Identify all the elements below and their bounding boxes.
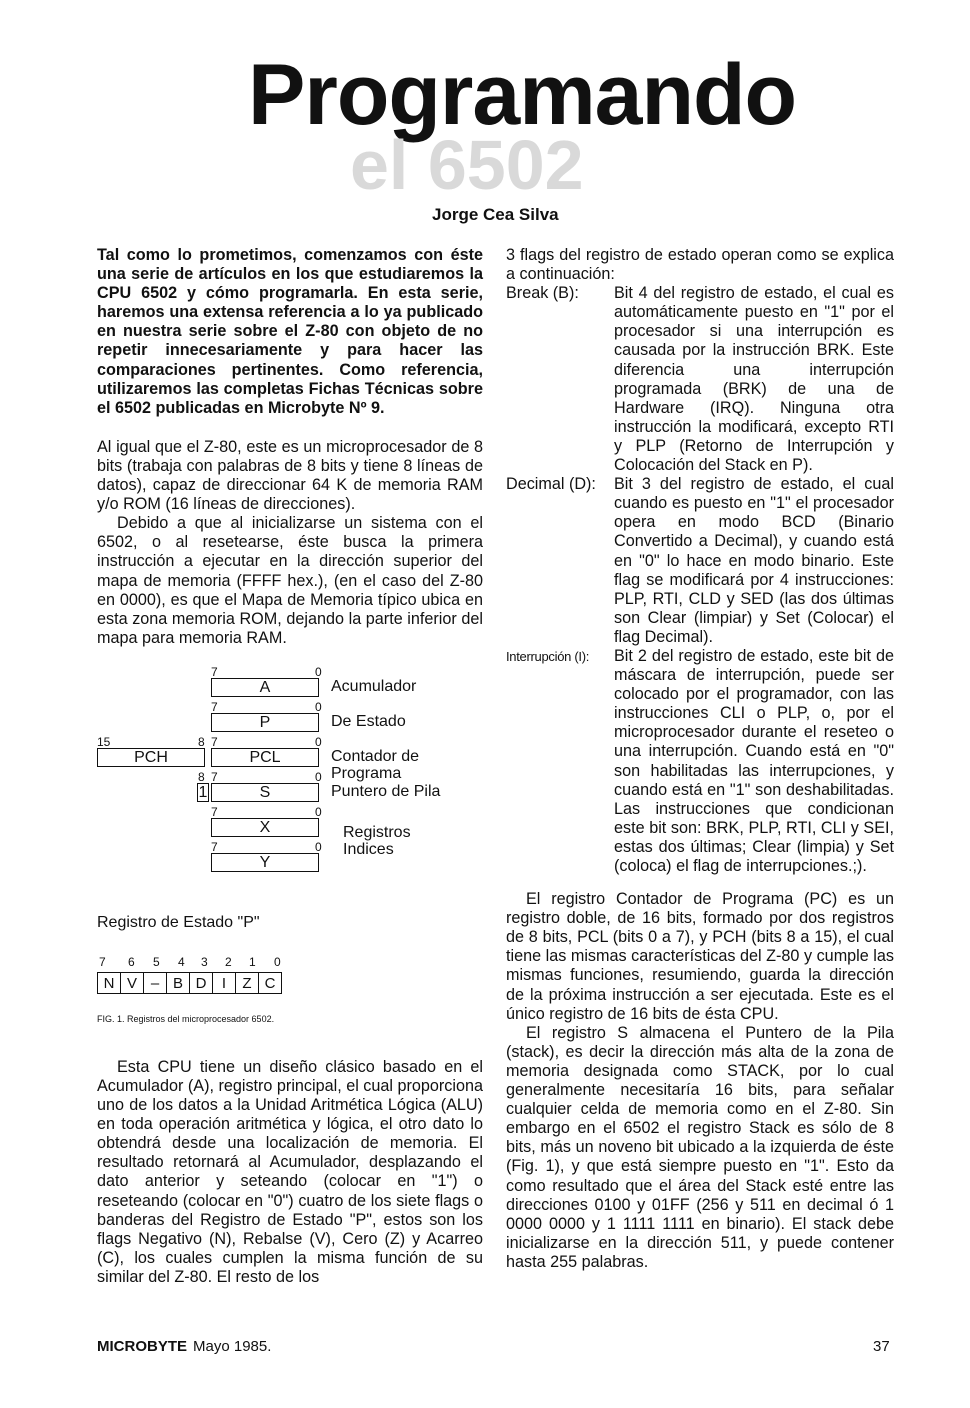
status-bit-number: 5: [153, 954, 160, 969]
article-subtitle: el 6502: [350, 126, 584, 204]
bit-label: 15: [97, 734, 111, 749]
bit-label: 7: [211, 734, 218, 749]
bit-label: 7: [211, 664, 218, 679]
register-p: P: [211, 713, 319, 732]
article-title: Programando: [248, 47, 797, 143]
register-x: X: [211, 818, 319, 837]
definition-body: Bit 3 del registro de estado, el cual cuando es puesto en "1" el procesador opera en modo BCD (Binario Convertido a Decimal), y cuando está en "0" lo hace en modo binario. Este flag se modificará por 4 instrucciones: PLP, RTI, CLD y SED (las dos últimas son Clear (limpiar) y Set (Colocar) el flag Decimal).: [614, 475, 894, 646]
figure-caption: FIG. 1. Registros del microprocesador 6502.: [97, 1013, 275, 1024]
status-bit-number: 0: [274, 954, 281, 969]
definition-body: Bit 2 del registro de estado, este bit de máscara de interrupción, puede ser colocado por el programador, con las instrucciones CLI o PLP, o, por el microprocesador durante el reseteo o una interrupción. Cuando está en "0" son habilitadas las interrupciones, y cuando está en "1" son deshabilitadas. Las instrucciones que condicionan este bit son: BRK, PLP, RTI, CLI y SEI, estas dos últimas; Clear (limpia) y Set (coloca) el flag de interrupciones.;).: [614, 646, 894, 875]
definition-term: Break (B):: [506, 284, 579, 303]
register-label: Contador de: [331, 747, 420, 765]
bit-label: 8: [198, 734, 205, 749]
author-name: Jorge Cea Silva: [432, 205, 559, 224]
body-paragraph: 3 flags del registro de estado operan como se explica a continuación:: [506, 246, 894, 284]
body-paragraph: Debido a que al inicializarse un sistema con el 6502, o al resetearse, éste busca la primera instrucción a ejecutar en la dirección superior del mapa de memoria (FFFF hex.), (en el caso del Z-80 en 0000), es que el Mapa de Memoria típico ubica en esta zona memoria ROM, dejando la parte inferior del mapa para memoria RAM.: [97, 514, 483, 647]
bit-label: 0: [315, 664, 322, 679]
register-label: Acumulador: [331, 677, 417, 695]
flag-definition: [506, 284, 894, 475]
bit-label: 7: [211, 699, 218, 714]
body-paragraph: Al igual que el Z-80, este es un microprocesador de 8 bits (trabaja con palabras de 8 bits y tiene 8 líneas de datos), capaz de direccionar 64 K de memoria RAM y/o ROM (16 líneas de direcciones).: [97, 437, 483, 514]
register-a: A: [211, 678, 319, 697]
status-bit-number: 1: [249, 954, 256, 969]
bit-label: 0: [315, 839, 322, 854]
bit-label: 7: [211, 839, 218, 854]
bit-label: 0: [315, 804, 322, 819]
flag-definition: [506, 475, 894, 647]
right-column: [506, 246, 894, 1272]
register-pch: PCH: [97, 748, 205, 767]
register-label: Registros: [343, 823, 411, 841]
status-bit-number: 4: [178, 954, 185, 969]
bit-label: 0: [315, 734, 322, 749]
body-paragraph: El registro Contador de Programa (PC) es un registro doble, de 16 bits, formado por dos registros de 8 bits, PCL (bits 0 a 7), y PCH (bits 8 a 15), el cual tiene las mismas características del Z-80 y cumple las mismas funciones, resumiendo, guarda la dirección de la próxima instrucción a ser ejecutada. Este es el único registro de 16 bits de ésta CPU.: [506, 890, 894, 1023]
definition-body: Bit 4 del registro de estado, el cual es automáticamente puesto en "1" por el procesador si una interrupción es causada por la instrucción BRK. Este diferencia una interrupción programada (BRK) de una de Hardware (IRQ). Ninguna otra instrucción la modificará, excepto RTI y PLP (Retorno de Interrupción y Colocación del Stack en P).: [614, 284, 894, 475]
status-register-title: Registro de Estado "P": [97, 913, 260, 931]
body-paragraph: El registro S almacena el Puntero de la Pila (stack), es decir la dirección más alta de la zona de memoria designada como STACK, por lo cual generalmente necesitaría 16 bits, para señalar cualquier celda de memoria como en el Z-80. Sin embargo en el 6502 el registro Stack es sólo de 8 bits, más un noveno bit ubicado a la izquierda de éste (Fig. 1), y que está siempre puesto en "1". Esto da como resultado que el área del Stack esté entre las direcciones 0100 y 01FF (256 y 511 en decimal ó 1 0000 0000 y 1 1111 1111 en binario). El stack debe inicializarse en la dirección 511, y puede contener hasta 255 palabras.: [506, 1023, 894, 1271]
register-label: Programa: [331, 764, 402, 782]
register-s: S: [211, 783, 319, 802]
status-flag-b: B: [166, 972, 190, 994]
page-number: 37: [873, 1338, 890, 1355]
footer: [97, 1338, 271, 1355]
definition-term: Interrupción (I):: [506, 648, 590, 664]
register-pcl: PCL: [211, 748, 319, 767]
register-s-high-bit: 1: [198, 783, 208, 801]
status-flag-i: I: [212, 972, 236, 994]
register-y: Y: [211, 853, 319, 872]
register-label: Indices: [343, 840, 394, 858]
status-flag-c: C: [258, 972, 282, 994]
bit-label: 7: [211, 804, 218, 819]
issue-date: Mayo 1985.: [193, 1338, 272, 1355]
bit-label: 8: [198, 769, 205, 784]
magazine-name: MICROBYTE: [97, 1338, 187, 1355]
status-flag-unused: –: [143, 972, 167, 994]
body-paragraph: Esta CPU tiene un diseño clásico basado en el Acumulador (A), registro principal, el cual proporciona uno de los datos a la Unidad Aritmética Lógica (ALU) en toda operación aritmética y lógica, el otro dato lo obtendrá desde una localización de memoria. El resultado retornará al Acumulador, desplazando el dato anterior y seteando (colocar en "1") o reseteando (colocar en "0") cuatro de los siete flags o banderas del Registro de Estado "P", estos son los flags Negativo (N), Rebalse (V), Cero (Z) y Acarreo (C), los cuales cumplen la misma función de su similar del Z-80. El resto de los: [97, 1057, 483, 1286]
status-bit-number: 3: [201, 954, 208, 969]
register-label: Puntero de Pila: [331, 782, 441, 800]
definition-term: Decimal (D):: [506, 475, 596, 494]
status-flag-n: N: [97, 972, 121, 994]
status-flag-v: V: [120, 972, 144, 994]
status-flag-z: Z: [235, 972, 259, 994]
register-label: De Estado: [331, 712, 406, 730]
status-bit-number: 6: [128, 954, 135, 969]
bit-label: 7: [211, 769, 218, 784]
bit-label: 0: [315, 699, 322, 714]
flag-definition: [506, 647, 894, 876]
status-flag-d: D: [189, 972, 213, 994]
intro-paragraph: Tal como lo prometimos, comenzamos con éste una serie de artículos en los que estudiaremos la CPU 6502 y cómo programarla. En esta serie, haremos una extensa referencia a lo ya publicado en nuestra serie sobre el Z-80 con objeto de no repetir innecesariamente y para hacer las comparaciones pertinentes. Como referencia, utilizaremos las completas Fichas Técnicas sobre el 6502 publicadas en Microbyte Nº 9.: [97, 246, 483, 417]
status-bit-number: 7: [99, 954, 106, 969]
status-bit-number: 2: [225, 954, 232, 969]
bit-label: 0: [315, 769, 322, 784]
register-diagram: [97, 658, 483, 1058]
left-column: [97, 246, 483, 1287]
